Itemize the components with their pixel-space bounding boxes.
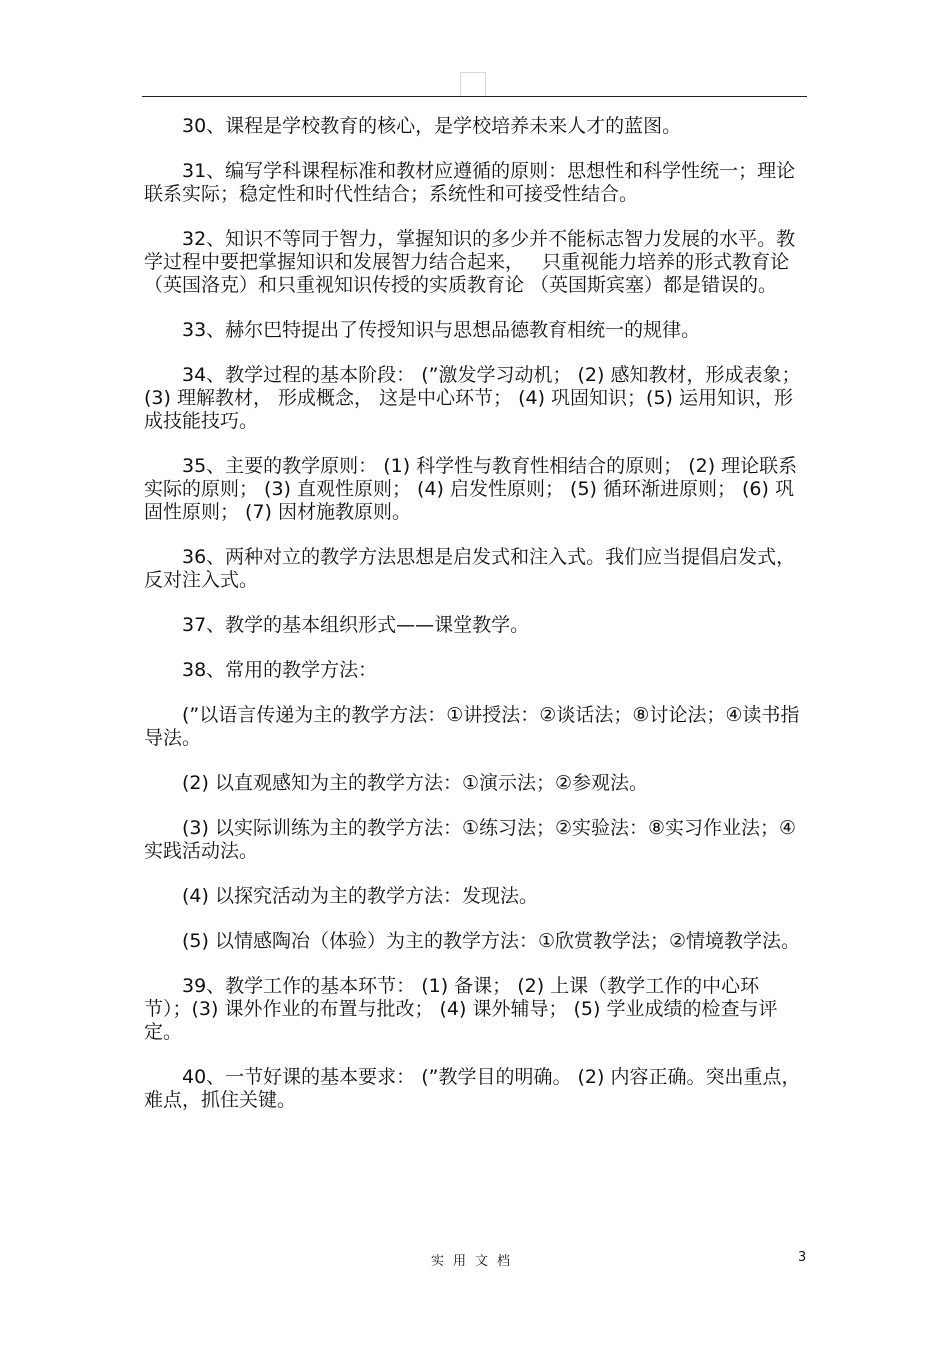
paragraph-32: 32、知识不等同于智力，掌握知识的多少并不能标志智力发展的水平。教学过程中要把掌握知识和发展智力结合起来， 只重视能力培养的形式教育论（英国洛克）和只重视知识传授的实质教育论 （英国斯宾塞）都是错误的。 <box>144 228 796 296</box>
header-rule <box>142 96 807 97</box>
paragraph-37: 37、教学的基本组织形式——课堂教学。 <box>182 614 530 636</box>
page-number: 3 <box>798 1250 807 1265</box>
paragraph-38-1: (”以语言传递为主的教学方法：①讲授法：②谈话法；⑧讨论法；④读书指导法。 <box>144 704 800 749</box>
paragraph-38-5: (5) 以情感陶冶（体验）为主的教学方法：①欣赏教学法；②情境教学法。 <box>182 930 801 952</box>
paragraph-35: 35、主要的教学原则： (1) 科学性与教育性相结合的原则； (2) 理论联系实际的原则； (3) 直观性原则； (4) 启发性原则； (5) 循环渐进原则； (6) 巩固性原则； (7) 因材施教原则。 <box>144 455 798 523</box>
footer-label: 实用文档 <box>430 1254 519 1269</box>
paragraph-38-2: (2) 以直观感知为主的教学方法：①演示法；②参观法。 <box>182 772 649 794</box>
document-body <box>144 115 806 1134</box>
header-mark <box>460 72 486 96</box>
paragraph-39: 39、教学工作的基本环节： (1) 备课； (2) 上课（教学工作的中心环节）；(3) 课外作业的布置与批改； (4) 课外辅导； (5) 学业成绩的检查与评定。 <box>144 975 778 1043</box>
paragraph-30: 30、课程是学校教育的核心，是学校培养未来人才的蓝图。 <box>182 115 682 137</box>
paragraph-38-4: (4) 以探究活动为主的教学方法：发现法。 <box>182 885 538 907</box>
paragraph-31: 31、编写学科课程标准和教材应遵循的原则：思想性和科学性统一；理论联系实际；稳定性和时代性结合；系统性和可接受性结合。 <box>144 160 796 205</box>
paragraph-40: 40、一节好课的基本要求： (”教学目的明确。 (2) 内容正确。突出重点，难点，抓住关键。 <box>144 1066 801 1111</box>
paragraph-33: 33、赫尔巴特提出了传授知识与思想品德教育相统一的规律。 <box>182 319 701 341</box>
paragraph-36: 36、两种对立的教学方法思想是启发式和注入式。我们应当提倡启发式，反对注入式。 <box>144 546 796 591</box>
paragraph-38-3: (3) 以实际训练为主的教学方法：①练习法；②实验法：⑧实习作业法；④实践活动法。 <box>144 817 797 862</box>
paragraph-34: 34、教学过程的基本阶段： (”激发学习动机； (2) 感知教材，形成表象；(3) 理解教材， 形成概念， 这是中心环节； (4) 巩固知识；(5) 运用知识，形成技能技巧。 <box>144 364 801 432</box>
paragraph-38: 38、常用的教学方法： <box>182 659 378 681</box>
